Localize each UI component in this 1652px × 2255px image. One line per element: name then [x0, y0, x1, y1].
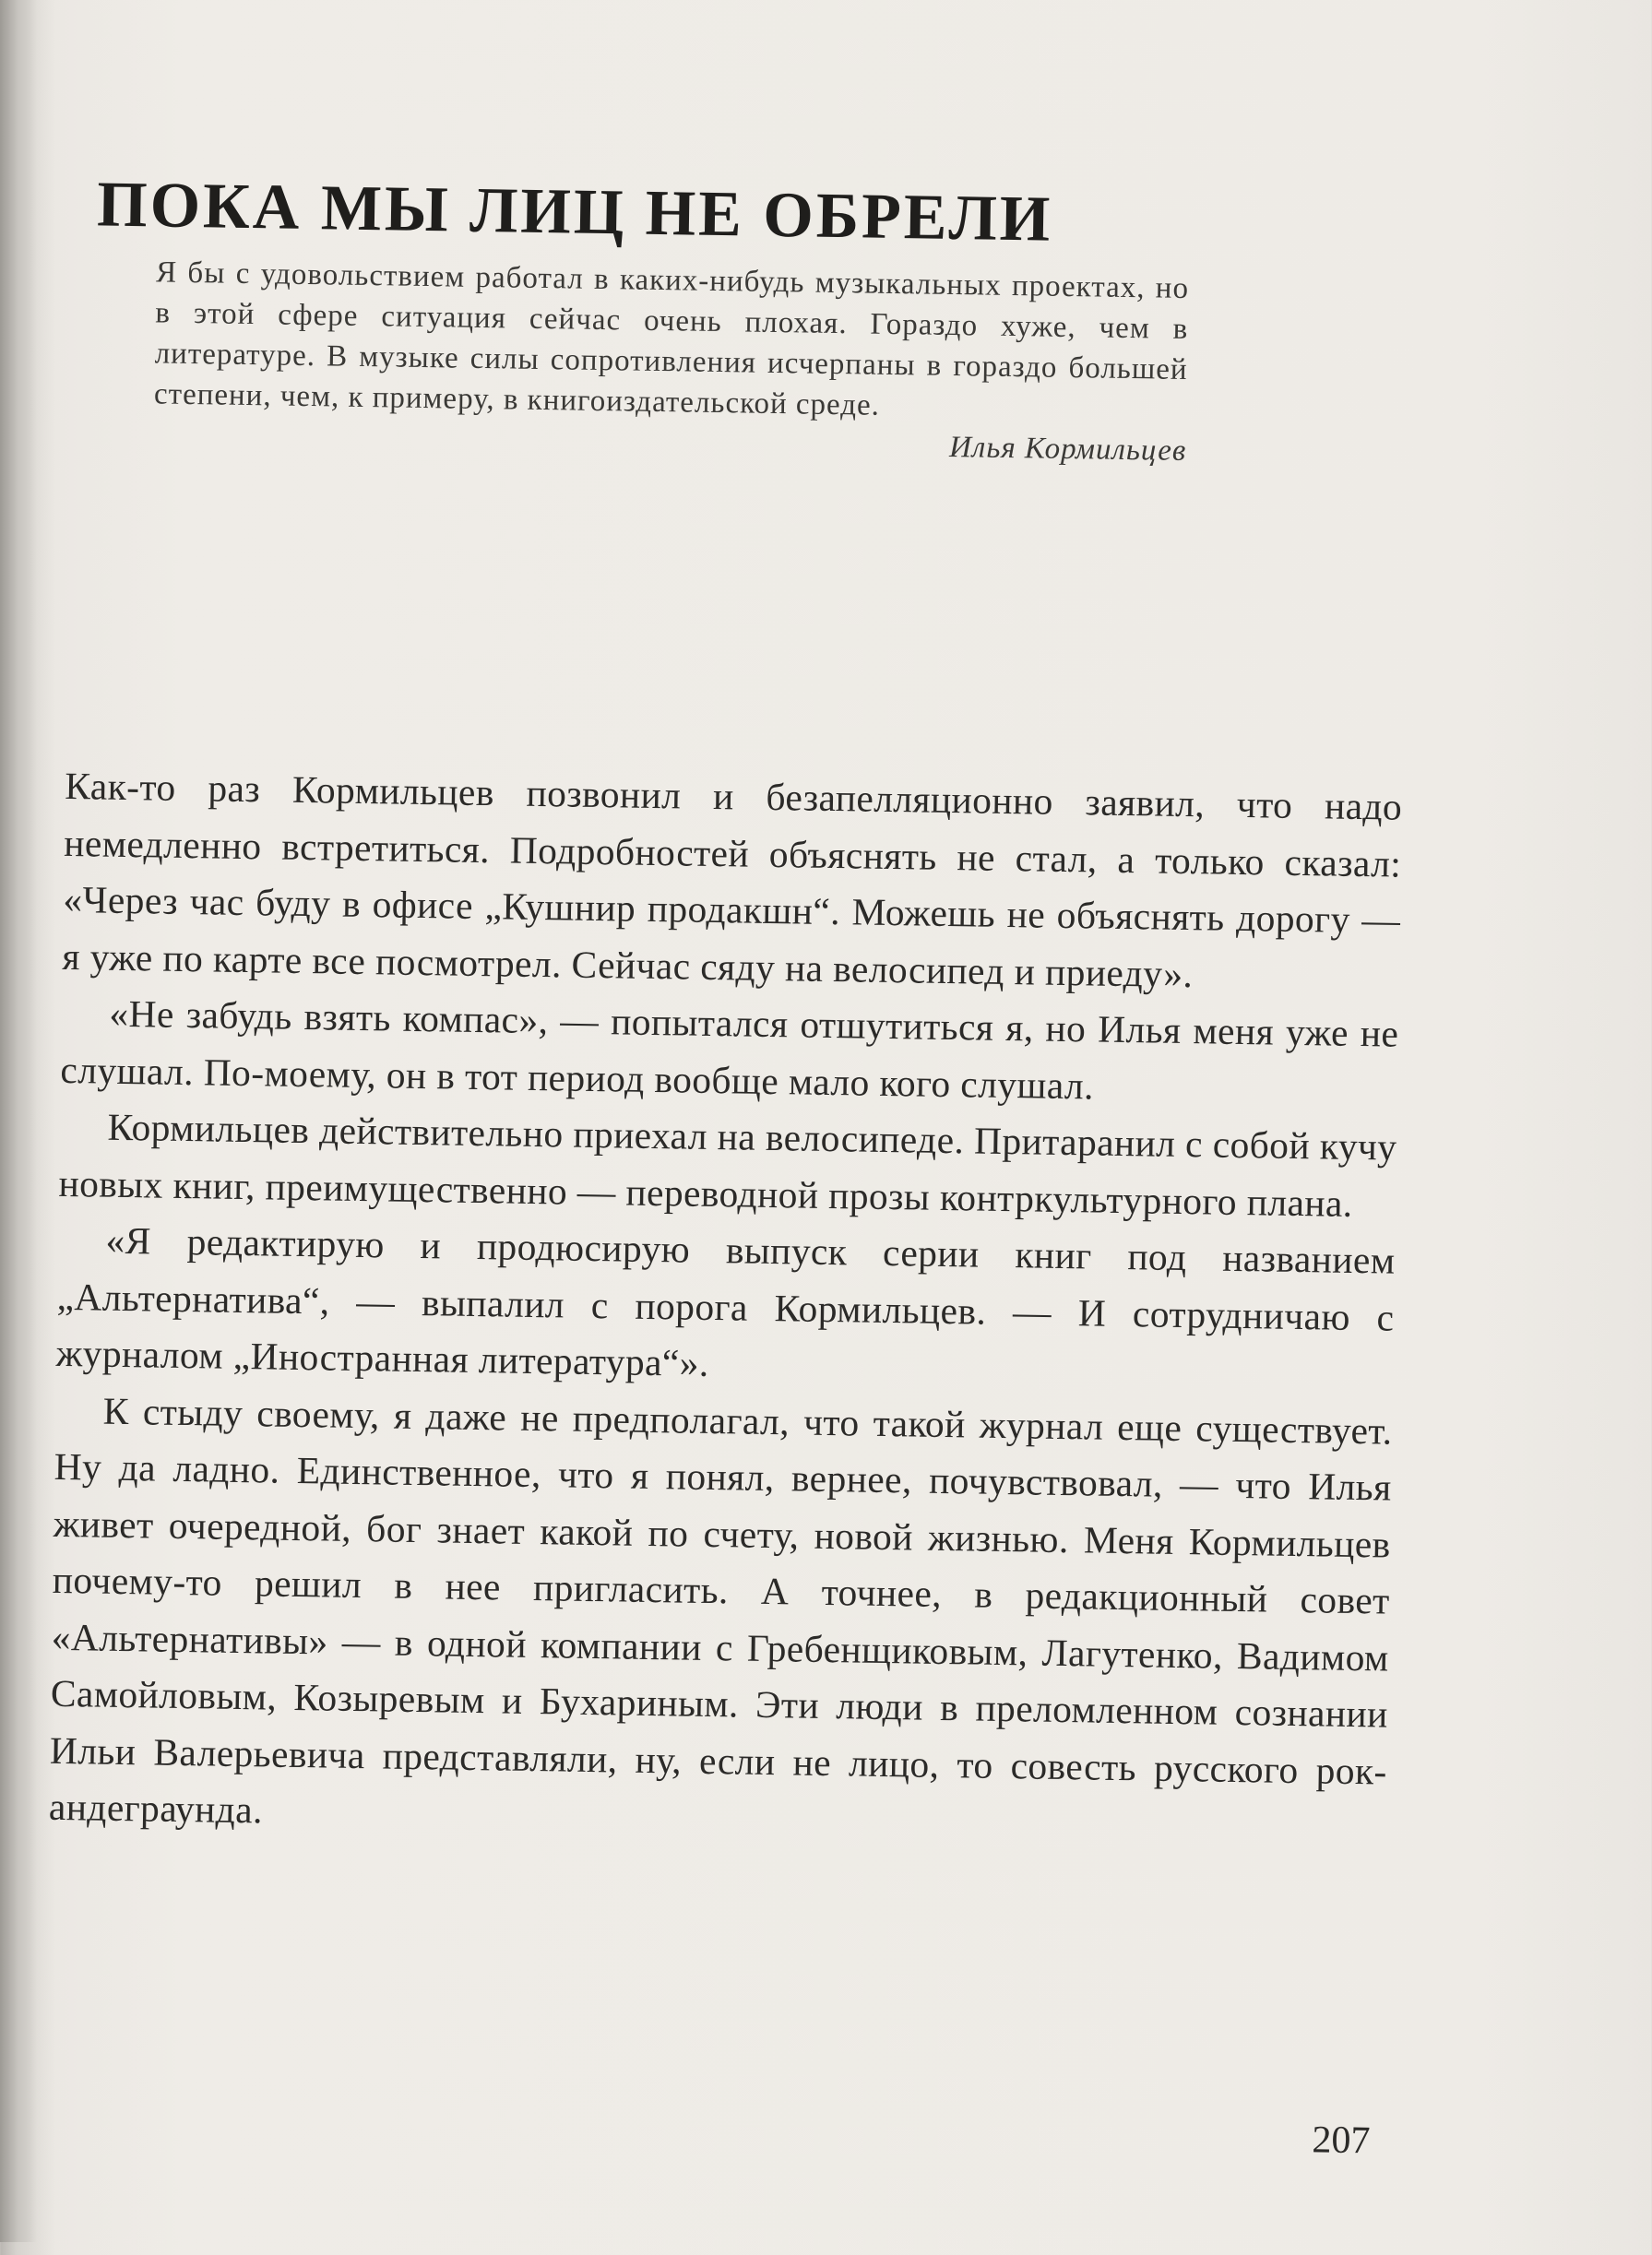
epigraph-text: Я бы с удовольствием работал в каких-нибудь музыкальных проектах, но в этой сфере ситуация сейчас очень плохая. Гораздо хуже, чем в литературе. В музыке силы сопротивления исчерпаны в гораздо большей степени, чем, к примеру, в книгоиздательской среде. — [153, 255, 1190, 422]
paragraph: «Я редактирую и продюсирую выпуск серии книг под названием „Альтернатива“, — выпалил с порога Кормильцев. — И сотрудничаю с журналом „Иностранная литература“». — [55, 1218, 1396, 1384]
chapter-title: ПОКА МЫ ЛИЦ НЕ ОБРЕЛИ — [96, 169, 1053, 255]
body-text — [48, 758, 1402, 1857]
paragraph: К стыду своему, я даже не предполагал, что такой журнал еще существует. Ну да ладно. Единственное, что я понял, вернее, почувствовал, — что Илья живет очередной, бог знает какой по счету, новой жизнью. Меня Кормильцев почему-то решил в нее пригласить. А точнее, в редакционный совет «Альтернативы» — в одной компании с Гребенщиковым, Лагутенко, Вадимом Самойловым, Козыревым и Бухариным. Эти люди в преломленном сознании Ильи Валерьевича представляли, ну, если не лицо, то совесть русского рок-андеграунда. — [48, 1389, 1393, 1832]
epigraph-author: Илья Кормильцев — [948, 430, 1187, 468]
epigraph — [153, 252, 1189, 471]
paragraph: Как-то раз Кормильцев позвонил и безапелляционно заявил, что надо немедленно встретиться. Подробностей объяснять не стал, а только сказал: «Через час буду в офисе „Кушнир продакшн“. Можешь не объяснять дорогу — я уже по карте все посмотрел. Сейчас сяду на велосипед и приеду». — [62, 764, 1403, 995]
paragraph: Кормильцев действительно приехал на велосипеде. Притаранил с собой кучу новых книг, преимущественно — переводной прозы контркультурного плана. — [58, 1105, 1397, 1225]
page-number: 207 — [1312, 2119, 1371, 2163]
paragraph: «Не забудь взять компас», — попытался отшутиться я, но Илья меня уже не слушал. По-моему, он в тот период вообще мало кого слушал. — [60, 991, 1399, 1107]
